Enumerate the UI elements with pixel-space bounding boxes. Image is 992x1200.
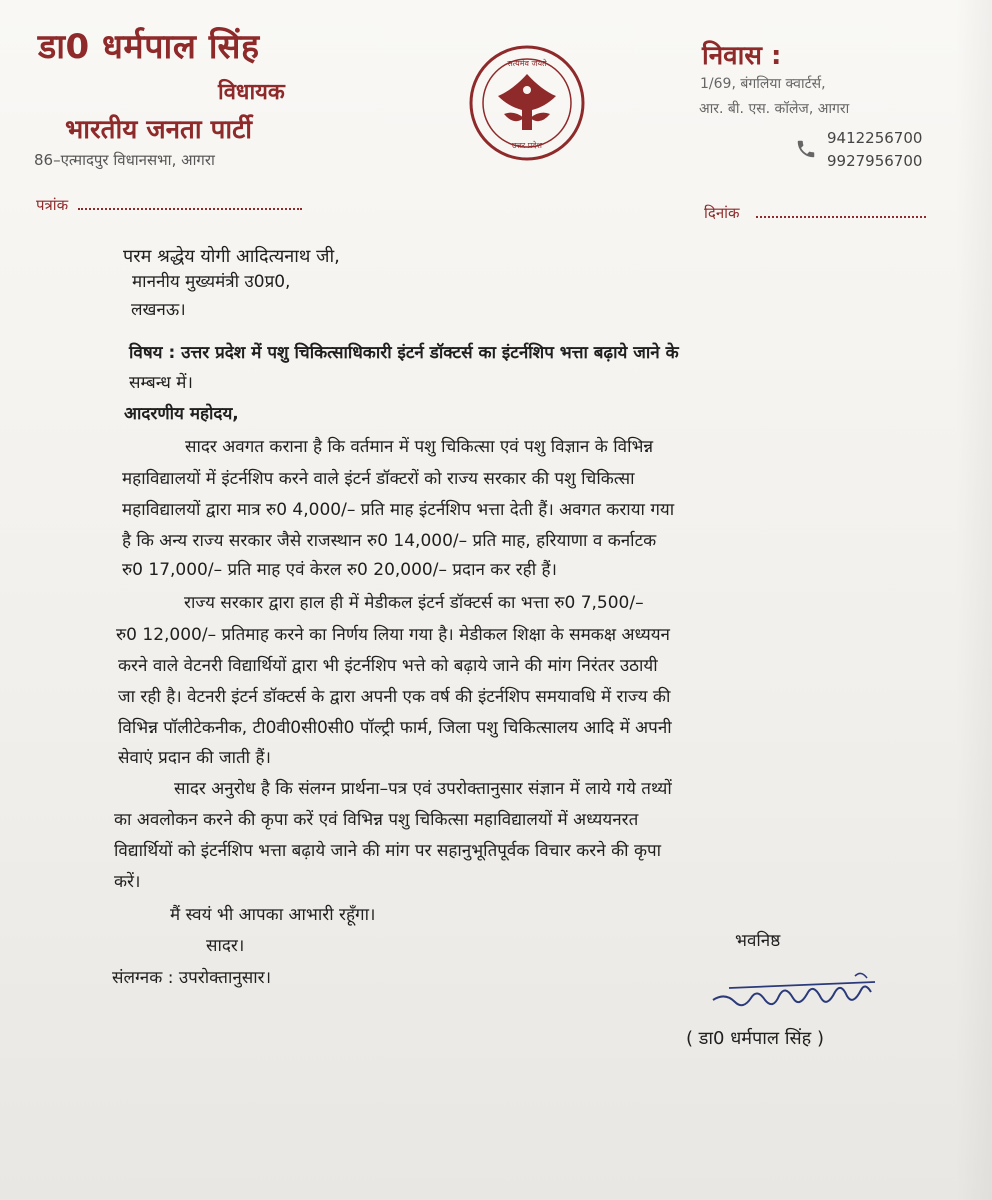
phone-number-1: 9412256700 bbox=[827, 129, 923, 147]
body-line: सेवाएं प्रदान की जाती हैं। bbox=[118, 748, 271, 768]
addressee-line: माननीय मुख्यमंत्री उ0प्र0, bbox=[132, 272, 291, 292]
body-line: विभिन्न पॉलीटेकनीक, टी0वी0सी0सी0 पॉल्ट्री फार्म, जिला पशु चिकित्सालय आदि में अपनी bbox=[118, 718, 672, 738]
phone-number-2: 9927956700 bbox=[827, 152, 923, 170]
subject-line: विषय : उत्तर प्रदेश में पशु चिकित्साधिकारी इंटर्न डॉक्टर्स का इंटर्नशिप भत्ता बढ़ाये जाने के bbox=[129, 343, 679, 363]
handwritten-signature bbox=[705, 968, 885, 1024]
body-line: सादर अनुरोध है कि संलग्न प्रार्थना–पत्र एवं उपरोक्तानुसार संज्ञान में लाये गये तथ्यों bbox=[174, 779, 672, 799]
body-line: विद्यार्थियों को इंटर्नशिप भत्ता बढ़ाये जाने की मांग पर सहानुभूतिपूर्वक विचार करने की कृपा bbox=[114, 841, 662, 861]
residence-address-line2: आर. बी. एस. कॉलेज, आगरा bbox=[699, 101, 850, 117]
closing-line: मैं स्वयं भी आपका आभारी रहूँगा। bbox=[170, 905, 376, 925]
letterhead-designation: विधायक bbox=[218, 80, 285, 105]
letterhead-name: डा0 धर्मपाल सिंह bbox=[38, 27, 260, 67]
enclosure-line: संलग्नक : उपरोक्तानुसार। bbox=[112, 968, 272, 988]
body-line: जा रही है। वेटनरी इंटर्न डॉक्टर्स के द्वारा अपनी एक वर्ष की इंटर्नशिप समयावधि में राज्य की bbox=[118, 687, 671, 707]
addressee-line: परम श्रद्धेय योगी आदित्यनाथ जी, bbox=[123, 246, 340, 267]
subject-line-continued: सम्बन्ध में। bbox=[129, 373, 193, 393]
addressee-line: लखनऊ। bbox=[131, 300, 186, 320]
body-line: सादर अवगत कराना है कि वर्तमान में पशु चिकित्सा एवं पशु विज्ञान के विभिन्न bbox=[185, 437, 654, 457]
residence-address-line1: 1/69, बंगलिया क्वार्टर्स, bbox=[700, 76, 826, 92]
body-line: का अवलोकन करने की कृपा करें एवं विभिन्न पशु चिकित्सा महाविद्यालयों में अध्ययनरत bbox=[114, 810, 639, 830]
salutation: आदरणीय महोदय, bbox=[124, 404, 239, 424]
regards-line: सादर। bbox=[206, 936, 245, 956]
body-line: करें। bbox=[114, 872, 141, 892]
body-line: महाविद्यालयों द्वारा मात्र रु0 4,000/– प्रति माह इंटर्नशिप भत्ता देती हैं। अवगत कराया गया bbox=[122, 500, 675, 520]
yours-sincerely: भवनिष्ठ bbox=[735, 931, 781, 951]
body-line: करने वाले वेटनरी विद्यार्थियों द्वारा भी इंटर्नशिप भत्ते को बढ़ाये जाने की मांग निरंतर उठायी bbox=[118, 656, 658, 676]
letterhead-party: भारतीय जनता पार्टी bbox=[65, 115, 252, 145]
body-line: है कि अन्य राज्य सरकार जैसे राजस्थान रु0 14,000/– प्रति माह, हरियाणा व कर्नाटक bbox=[122, 531, 657, 551]
body-line: रु0 12,000/– प्रतिमाह करने का निर्णय लिया गया है। मेडीकल शिक्षा के समकक्ष अध्ययन bbox=[116, 625, 670, 645]
residence-title: निवास : bbox=[702, 41, 782, 71]
body-line: महाविद्यालयों में इंटर्नशिप करने वाले इंटर्न डॉक्टरों को राज्य सरकार की पशु चिकित्सा bbox=[122, 469, 635, 489]
date-label: दिनांक bbox=[704, 204, 740, 222]
body-line: राज्य सरकार द्वारा हाल ही में मेडीकल इंटर्न डॉक्टर्स का भत्ता रु0 7,500/– bbox=[184, 593, 644, 613]
emblem-top-text: सत्यमेव जयते bbox=[507, 59, 547, 68]
signatory-name: ( डा0 धर्मपाल सिंह ) bbox=[686, 1028, 824, 1049]
reference-label: पत्रांक bbox=[36, 196, 69, 214]
emblem-bottom-text: उत्तर प्रदेश bbox=[512, 141, 542, 150]
letterhead-constituency: 86–एत्मादपुर विधानसभा, आगरा bbox=[34, 151, 215, 169]
body-line: रु0 17,000/– प्रति माह एवं केरल रु0 20,000/– प्रदान कर रही हैं। bbox=[122, 560, 557, 580]
